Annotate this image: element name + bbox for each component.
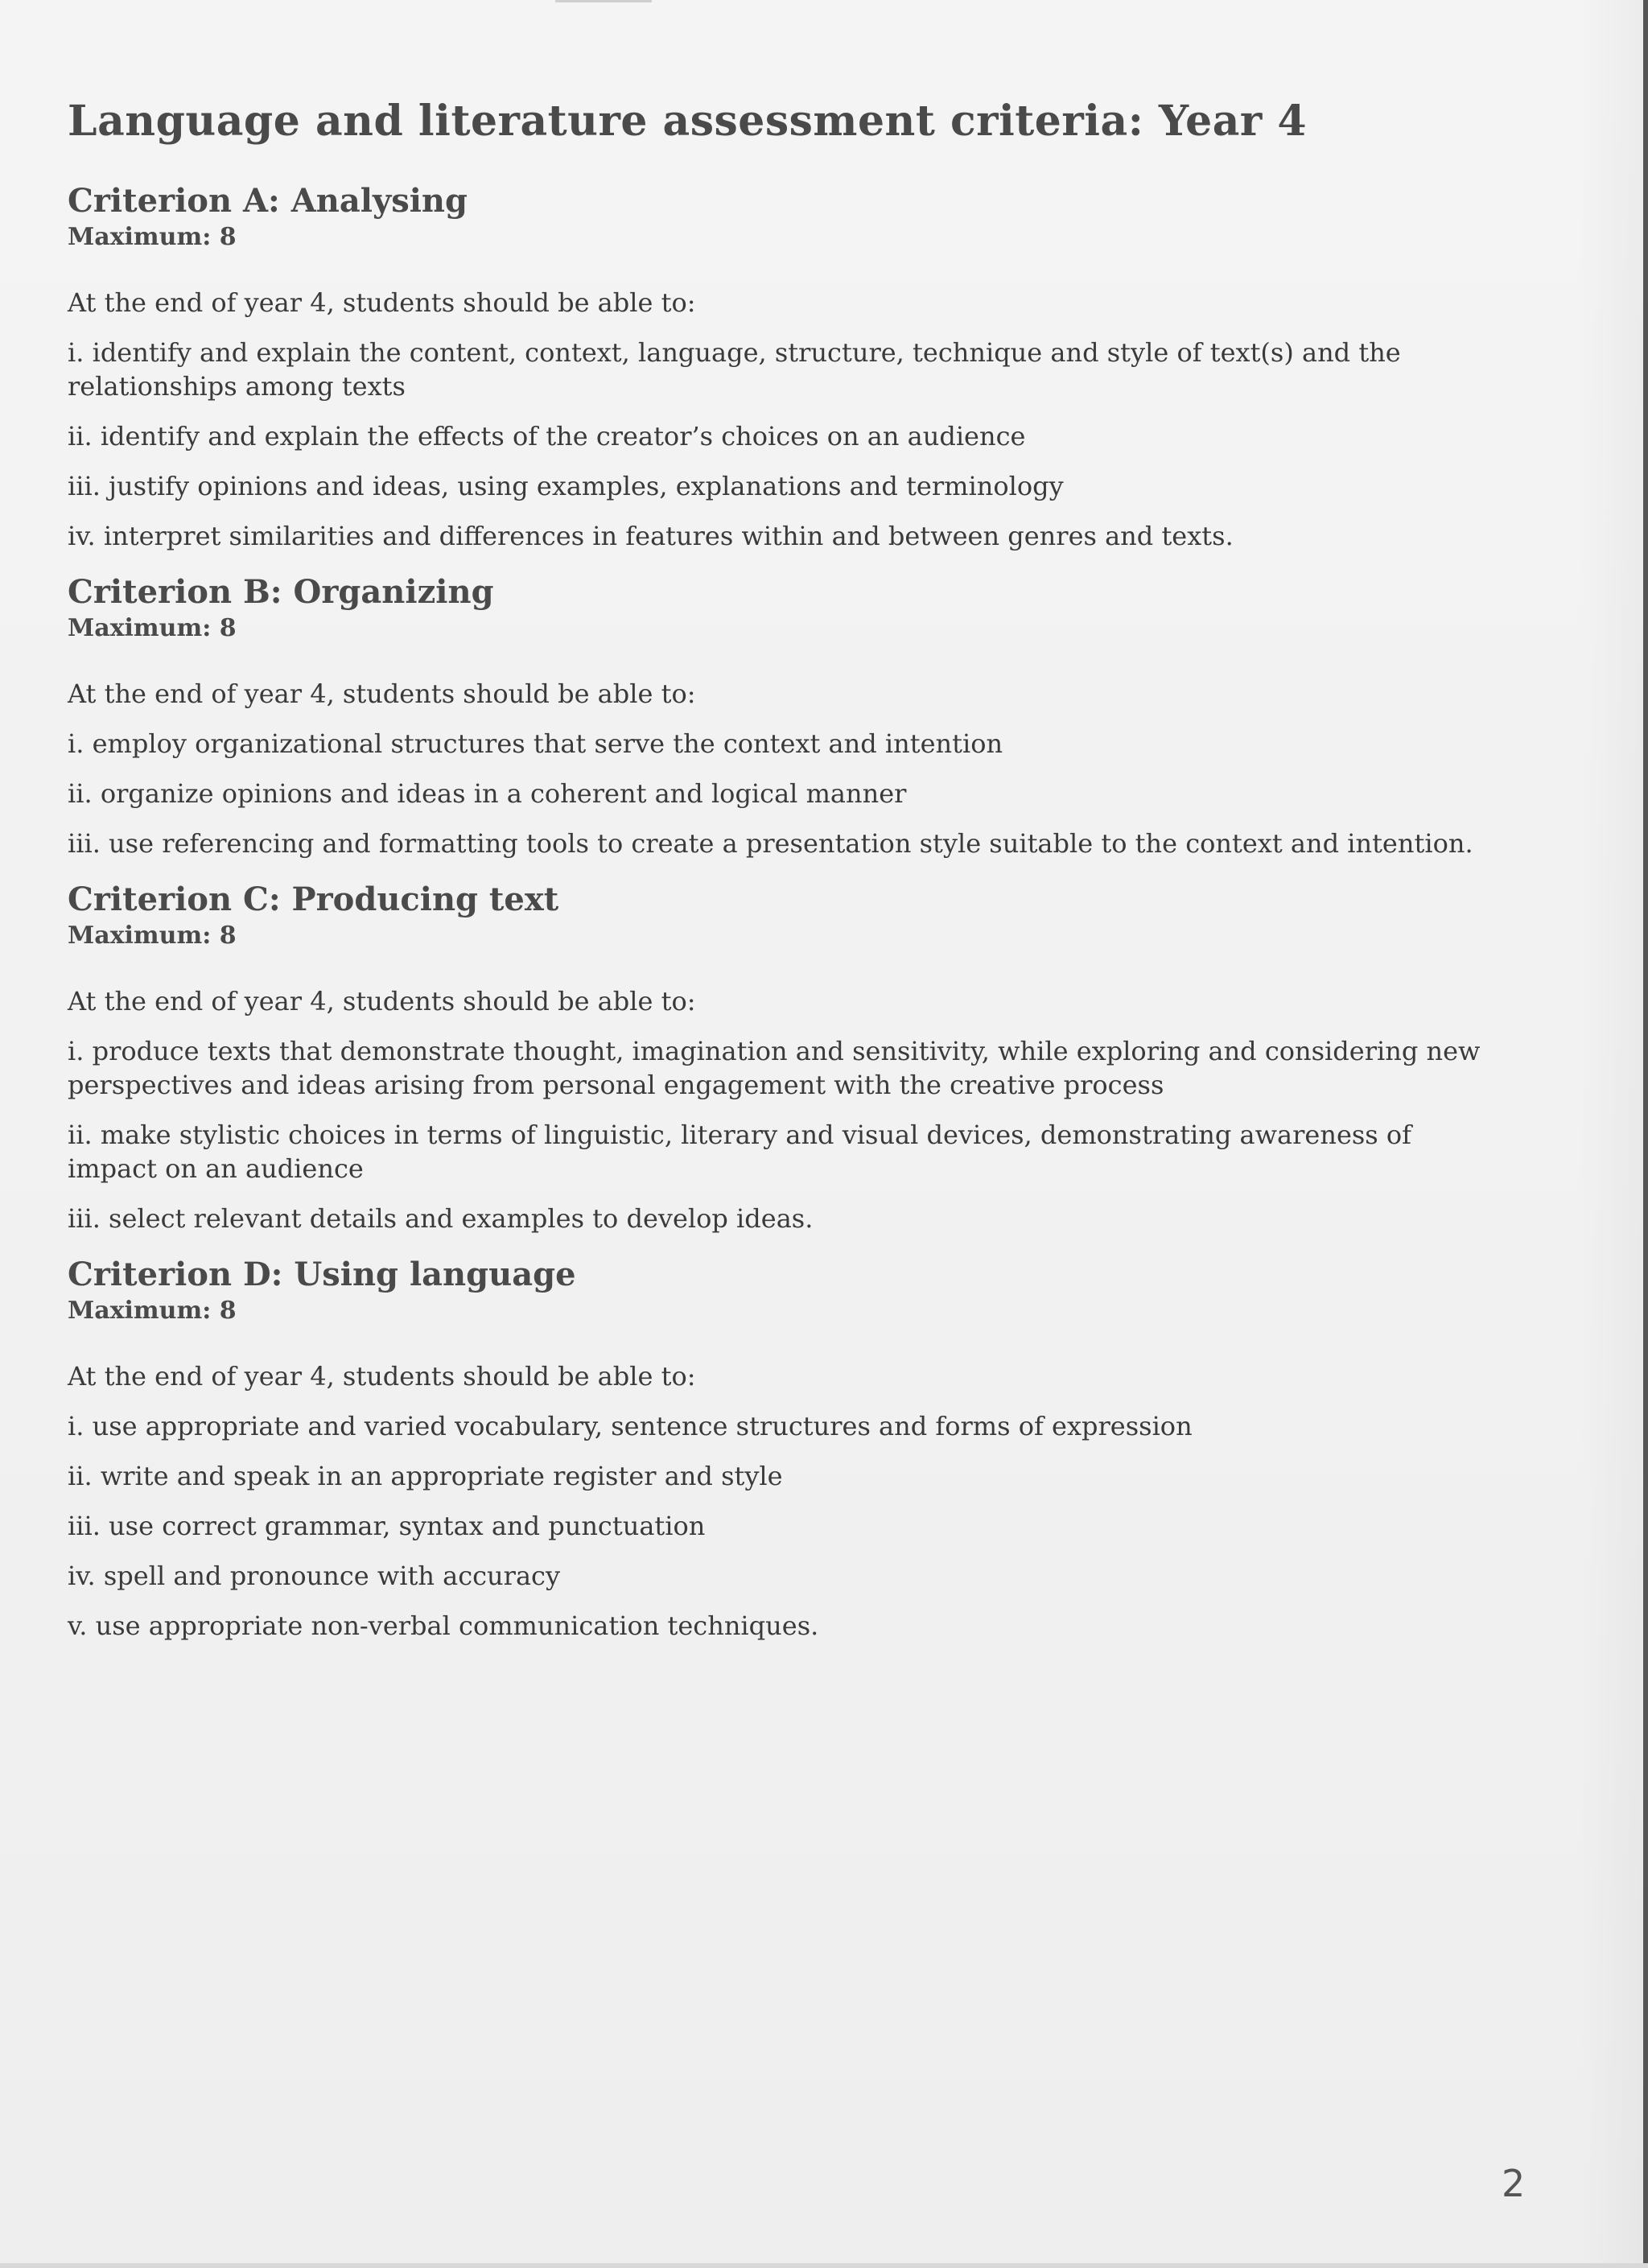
document-body bbox=[68, 97, 1484, 1659]
criterion-intro: At the end of year 4, students should be able to: bbox=[68, 287, 696, 318]
criterion-item: iv. spell and pronounce with accuracy bbox=[68, 1561, 561, 1591]
criterion-item: ii. write and speak in an appropriate register and style bbox=[68, 1461, 783, 1491]
page-number: 2 bbox=[1502, 2162, 1526, 2205]
page-shadow bbox=[1579, 0, 1643, 2268]
criterion-item: ii. make stylistic choices in terms of linguistic, literary and visual devices, demonstrating awareness of impact on an audience bbox=[68, 1120, 1411, 1184]
criterion-intro: At the end of year 4, students should be able to: bbox=[68, 1361, 696, 1392]
criterion-item: iii. justify opinions and ideas, using examples, explanations and terminology bbox=[68, 471, 1064, 501]
criterion-maximum: Maximum: 8 bbox=[68, 1297, 237, 1325]
page-title: Language and literature assessment criteria: Year 4 bbox=[68, 97, 1308, 146]
criterion-item: i. identify and explain the content, context, language, structure, technique and style of text(s) and the relationships among texts bbox=[68, 337, 1401, 402]
criterion-intro: At the end of year 4, students should be able to: bbox=[68, 678, 696, 709]
page-edge bbox=[1643, 0, 1648, 2268]
criterion-d-section bbox=[68, 1255, 1484, 1643]
criterion-intro: At the end of year 4, students should be able to: bbox=[68, 986, 696, 1016]
criterion-item: iii. use referencing and formatting tools to create a presentation style suitable to the context and intention. bbox=[68, 828, 1473, 859]
criterion-maximum: Maximum: 8 bbox=[68, 922, 237, 950]
criterion-c-section bbox=[68, 880, 1484, 1235]
criterion-item: iv. interpret similarities and differences in features within and between genres and texts. bbox=[68, 521, 1234, 551]
criterion-item: i. produce texts that demonstrate thought, imagination and sensitivity, while exploring and considering new perspectives and ideas arising from personal engagement with the creative process bbox=[68, 1036, 1481, 1100]
criterion-item: iii. select relevant details and examples to develop ideas. bbox=[68, 1203, 814, 1234]
criterion-item: iii. use correct grammar, syntax and punctuation bbox=[68, 1511, 706, 1541]
criterion-a-section bbox=[68, 181, 1484, 553]
criterion-heading: Criterion D: Using language bbox=[68, 1256, 576, 1293]
criterion-item: ii. identify and explain the effects of the creator’s choices on an audience bbox=[68, 421, 1026, 452]
criterion-heading: Criterion C: Producing text bbox=[68, 880, 559, 918]
criterion-heading: Criterion A: Analysing bbox=[68, 182, 468, 220]
criterion-item: ii. organize opinions and ideas in a coherent and logical manner bbox=[68, 778, 907, 809]
scan-mark bbox=[555, 0, 652, 2]
criterion-item: i. employ organizational structures that serve the context and intention bbox=[68, 728, 1003, 759]
criterion-b-section bbox=[68, 572, 1484, 860]
criterion-item: v. use appropriate non-verbal communication techniques. bbox=[68, 1610, 819, 1641]
criterion-maximum: Maximum: 8 bbox=[68, 614, 237, 642]
criterion-maximum: Maximum: 8 bbox=[68, 223, 237, 251]
page-bottom-edge bbox=[0, 2263, 1648, 2268]
criterion-item: i. use appropriate and varied vocabulary, sentence structures and forms of expression bbox=[68, 1411, 1193, 1441]
criterion-heading: Criterion B: Organizing bbox=[68, 573, 494, 611]
